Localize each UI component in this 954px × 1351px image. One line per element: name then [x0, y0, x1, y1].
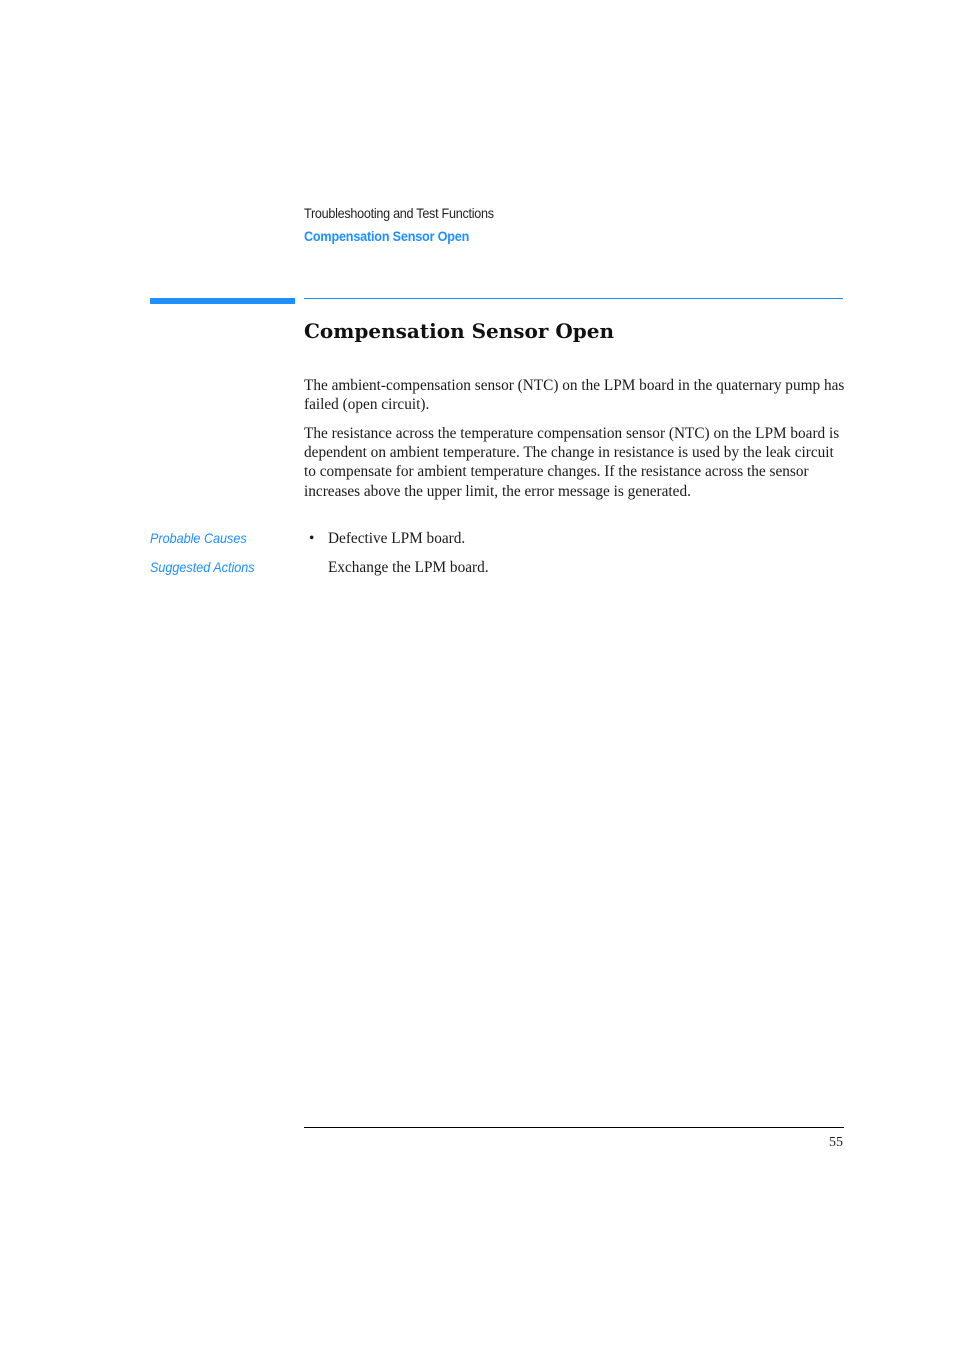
probable-cause-text: Defective LPM board.: [328, 530, 466, 547]
accent-bar: [150, 298, 295, 304]
probable-cause-item: [304, 529, 465, 548]
bullet-icon: •: [309, 530, 315, 547]
footer-rule: [304, 1127, 844, 1128]
running-header-topic: Compensation Sensor Open: [304, 228, 470, 244]
suggested-action-text: Exchange the LPM board.: [328, 559, 489, 576]
explanation-paragraph: The resistance across the temperature compensation sensor (NTC) on the LPM board is dependent on ambient temperature. The change in resistance is used by the leak circuit to compensate for ambient temperature changes. If the resistance across the sensor increases above the upper limit, the error message is generated.: [304, 425, 840, 500]
probable-causes-label: Probable Causes: [150, 530, 247, 546]
page-number: 55: [829, 1135, 843, 1150]
suggested-actions-label: Suggested Actions: [150, 559, 255, 575]
page-title: Compensation Sensor Open: [304, 319, 615, 343]
description-paragraph: The ambient-compensation sensor (NTC) on the LPM board in the quaternary pump has failed (open circuit).: [304, 377, 845, 414]
heading-rule: [304, 298, 843, 299]
running-header-section: Troubleshooting and Test Functions: [304, 205, 494, 221]
